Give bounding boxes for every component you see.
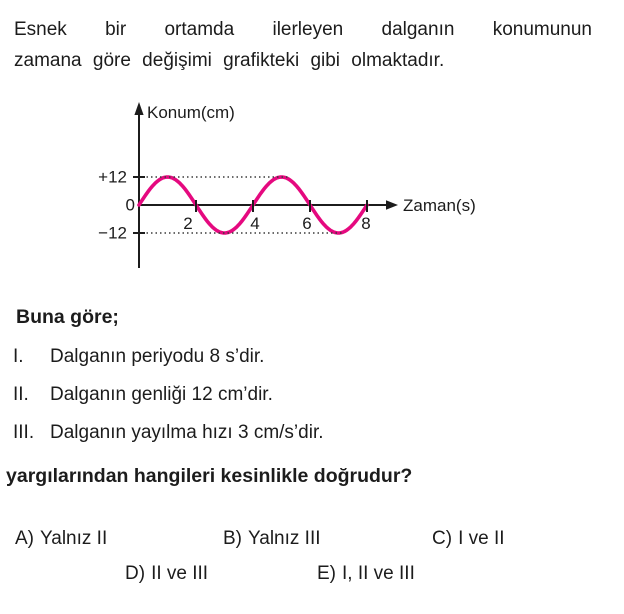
option-b-text: Yalnız III [248,528,321,549]
statement-2 [13,384,273,406]
x-axis-label: Zaman(s) [403,196,476,215]
option-c[interactable] [432,528,505,550]
statement-3-numeral: III. [13,422,35,443]
statement-3 [13,422,324,444]
prompt-text: yargılarından hangileri kesinlikle doğrudur? [6,465,413,487]
y-tick-label: +12 [98,167,127,187]
option-d-label: D) [125,563,146,584]
option-e-text: I, II ve III [342,563,415,584]
statement-1-numeral: I. [13,346,24,367]
option-b[interactable] [223,528,321,550]
stem-line-2: zamana göre değişimi grafikteki gibi olmaktadır. [14,50,445,71]
option-e-label: E) [317,563,336,584]
lead-text: Buna göre; [16,306,119,328]
statement-3-text: Dalganın yayılma hızı 3 cm/s’dir. [50,422,324,443]
option-a[interactable] [15,528,107,550]
x-tick-label: 2 [183,214,193,233]
option-a-text: Yalnız II [40,528,108,549]
option-d[interactable] [125,563,208,585]
option-a-label: A) [15,528,34,549]
statement-2-text: Dalganın genliği 12 cm’dir. [50,384,273,405]
statement-1 [13,346,264,368]
x-tick-label: 4 [250,214,260,233]
option-b-label: B) [223,528,242,549]
y-axis-arrow-icon [134,102,143,115]
x-tick-label: 6 [302,214,312,233]
option-e[interactable] [317,563,415,585]
x-tick-label: 8 [361,214,371,233]
statement-2-numeral: II. [13,384,29,405]
question-stem [14,14,592,76]
option-c-text: I ve II [458,528,505,549]
y-axis-label: Konum(cm) [147,103,235,122]
y-tick-label: −12 [98,223,127,243]
stem-line-1: Esnek bir ortamda ilerleyen dalganın konumunun [14,19,592,40]
option-c-label: C) [432,528,453,549]
statement-1-text: Dalganın periyodu 8 s’dir. [50,346,265,367]
y-tick-label: 0 [125,195,135,215]
position-time-graph [0,95,520,290]
x-axis-arrow-icon [386,200,398,209]
option-d-text: II ve III [151,563,209,584]
